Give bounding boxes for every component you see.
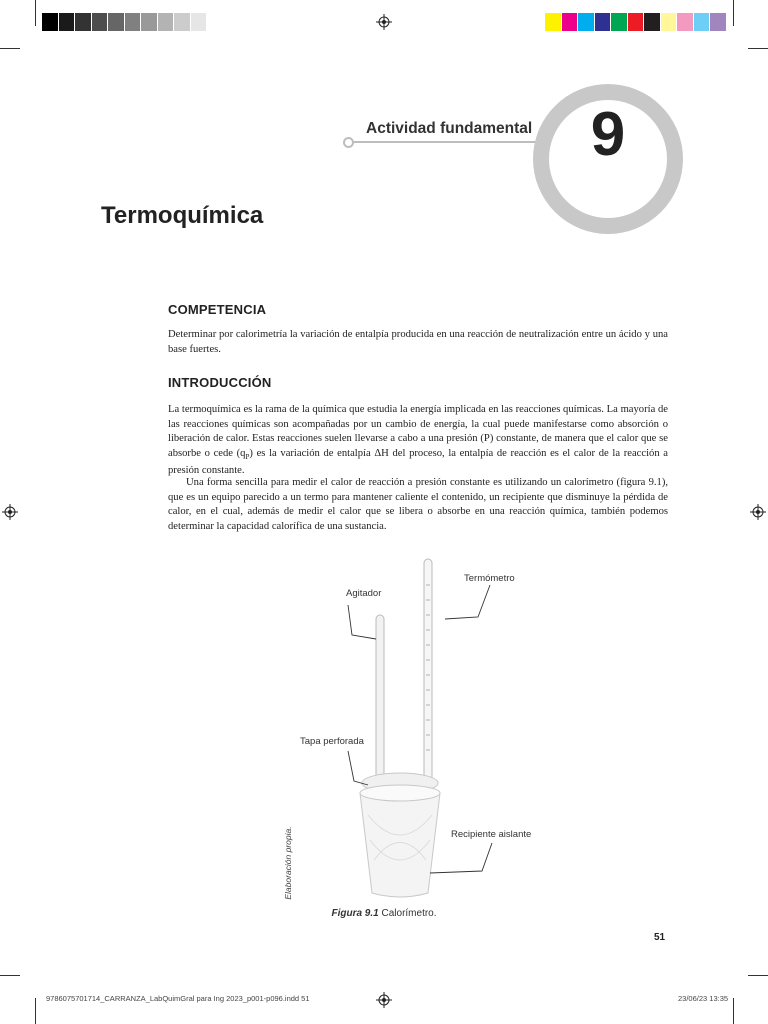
gray-swatch: [125, 13, 142, 31]
color-swatch: [595, 13, 612, 31]
gray-swatch: [59, 13, 76, 31]
page-number: 51: [654, 932, 666, 943]
activity-line-dot: [343, 137, 354, 148]
footer-file: 9786075701714_CARRANZA_LabQuimGral para Ing 2023_p001-p096.indd 51: [46, 994, 310, 1003]
gray-swatch: [42, 13, 59, 31]
color-swatch: [710, 13, 727, 31]
gray-swatch: [92, 13, 109, 31]
grayscale-bar: [42, 13, 224, 31]
activity-label: Actividad fundamental: [366, 120, 533, 137]
label-tapa: Tapa perforada: [300, 736, 364, 747]
stirrer: [376, 615, 384, 785]
crop-mark: [35, 0, 36, 26]
leader-recipiente: [430, 843, 492, 873]
color-swatch: [628, 13, 645, 31]
crop-mark: [748, 975, 768, 976]
registration-mark-icon: [2, 504, 18, 520]
intro-p1-subscript: P: [245, 452, 250, 461]
activity-line: [348, 141, 558, 143]
insulated-cup: [360, 793, 440, 897]
crop-mark: [733, 998, 734, 1024]
gray-swatch: [108, 13, 125, 31]
crop-mark: [0, 975, 20, 976]
figure-caption: [168, 908, 600, 919]
label-termometro: Termómetro: [464, 573, 515, 584]
color-swatch: [578, 13, 595, 31]
leader-agitador: [348, 605, 376, 639]
leader-termometro: [445, 585, 490, 619]
crop-mark: [35, 998, 36, 1024]
registration-mark-icon: [376, 992, 392, 1008]
footer-date: 23/06/23 13:35: [678, 994, 729, 1003]
competencia-text: Determinar por calorimetría la variación de entalpía producida en una reacción de neutralización entre un ácido y una base fuertes.: [168, 329, 668, 355]
gray-swatch: [174, 13, 191, 31]
color-swatch: [661, 13, 678, 31]
caption-prefix: Figura 9.1: [331, 908, 379, 919]
gray-swatch: [191, 13, 208, 31]
competencia-heading: COMPETENCIA: [168, 302, 267, 317]
label-recipiente: Recipiente aislante: [451, 829, 532, 840]
crop-mark: [733, 0, 734, 26]
label-agitador: Agitador: [346, 588, 382, 599]
registration-mark-icon: [376, 14, 392, 30]
color-swatch: [611, 13, 628, 31]
gray-swatch: [207, 13, 224, 31]
activity-number: 9: [590, 100, 626, 169]
color-swatch: [644, 13, 661, 31]
introduccion-heading: INTRODUCCIÓN: [168, 375, 272, 390]
intro-p1-part-a: La termoquímica es la rama de la química que estudia la energía implicada en las reacciones químicas. La mayoría de las reacciones químicas son acompañadas por un cambio de energía, la cual puede manifestarse como absorción o liberación de calor. Estas reacciones suelen llevarse a cabo a una presión (P) constante, de manera que el calor que se absorbe o cede (q: [168, 404, 668, 459]
gray-swatch: [158, 13, 175, 31]
introduccion-paragraph-2: Una forma sencilla para medir el calor de reacción a presión constante es utilizando un calorímetro (figura 9.1), que es un equipo parecido a un termo para mantener caliente el contenido, un recipiente que disminuye la pérdida de calor, en el cual, además de medir el calor que se libera o absorbe en una reacción química, también podemos determinar la capacidad calorífica de una sustancia.: [168, 477, 668, 532]
calorimeter-figure: [290, 555, 570, 905]
gray-swatch: [141, 13, 158, 31]
color-bar: [545, 13, 727, 31]
color-swatch: [677, 13, 694, 31]
gray-swatch: [75, 13, 92, 31]
introduccion-paragraph-1: [168, 403, 668, 479]
caption-text: Calorímetro.: [381, 908, 437, 919]
crop-mark: [0, 48, 20, 49]
crop-mark: [748, 48, 768, 49]
intro-p1-part-b: ) es la variación de entalpía ΔH del proceso, la entalpía de reacción es el calor de la reacción a presión constante.: [168, 447, 668, 477]
thermometer: [424, 559, 432, 787]
page-title: Termoquímica: [101, 202, 264, 229]
color-swatch: [562, 13, 579, 31]
figure-credit: Elaboración propia.: [283, 826, 293, 900]
color-swatch: [545, 13, 562, 31]
registration-mark-icon: [750, 504, 766, 520]
color-swatch: [694, 13, 711, 31]
